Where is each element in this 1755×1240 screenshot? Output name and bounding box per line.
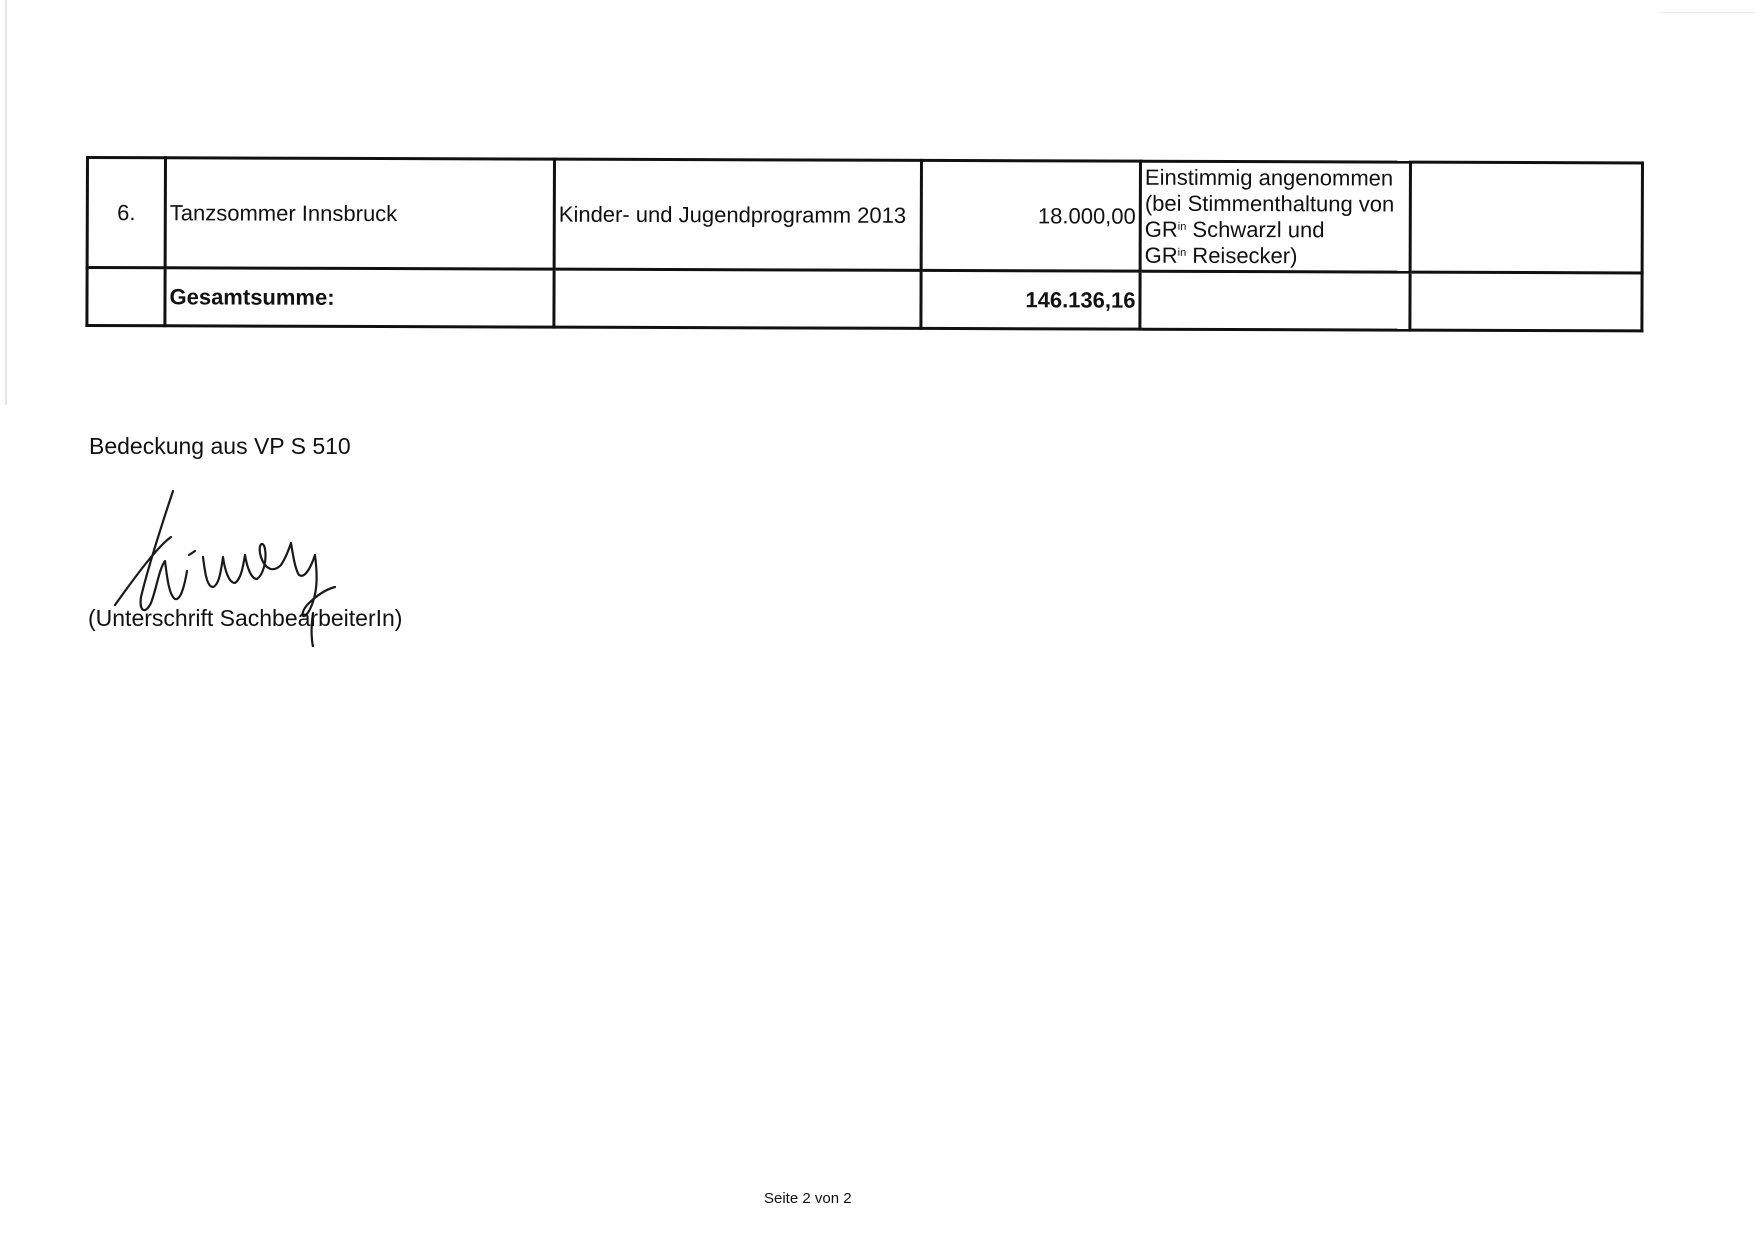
vote-result [1140, 161, 1410, 272]
vote-result-text: GR [1144, 242, 1178, 268]
total-row [87, 268, 1642, 331]
scan-edge [1660, 12, 1755, 13]
recipient-name: Tanzsommer Innsbruck [165, 158, 554, 269]
table-row [87, 158, 1642, 273]
empty-cell [1410, 272, 1642, 331]
row-number: 6. [87, 158, 165, 268]
empty-cell [554, 269, 921, 328]
empty-cell [1410, 162, 1642, 273]
total-amount: 146.136,16 [921, 270, 1140, 329]
page-number: Seite 2 von 2 [764, 1190, 852, 1207]
vote-result-sup: in [1177, 246, 1187, 259]
coverage-note: Bedeckung aus VP S 510 [89, 433, 351, 459]
vote-result-line: (bei Stimmenthaltung von [1144, 190, 1395, 217]
scan-edge [5, 0, 7, 405]
grants-table [85, 156, 1644, 332]
grant-purpose: Kinder- und Jugendprogramm 2013 [554, 159, 921, 270]
empty-cell [87, 268, 165, 326]
vote-result-line [1145, 216, 1406, 243]
vote-result-text: GR [1144, 216, 1178, 242]
vote-result-line [1145, 242, 1406, 269]
vote-result-text: Schwarzl und [1186, 216, 1325, 242]
total-label: Gesamtsumme: [165, 268, 554, 327]
grant-amount: 18.000,00 [921, 160, 1140, 271]
vote-result-line: Einstimmig angenommen [1144, 164, 1394, 191]
signature-caption: (Unterschrift SachbearbeiterIn) [88, 605, 403, 631]
empty-cell [1140, 271, 1410, 330]
vote-result-text: Reisecker) [1186, 242, 1298, 268]
vote-result-sup: in [1177, 220, 1187, 233]
